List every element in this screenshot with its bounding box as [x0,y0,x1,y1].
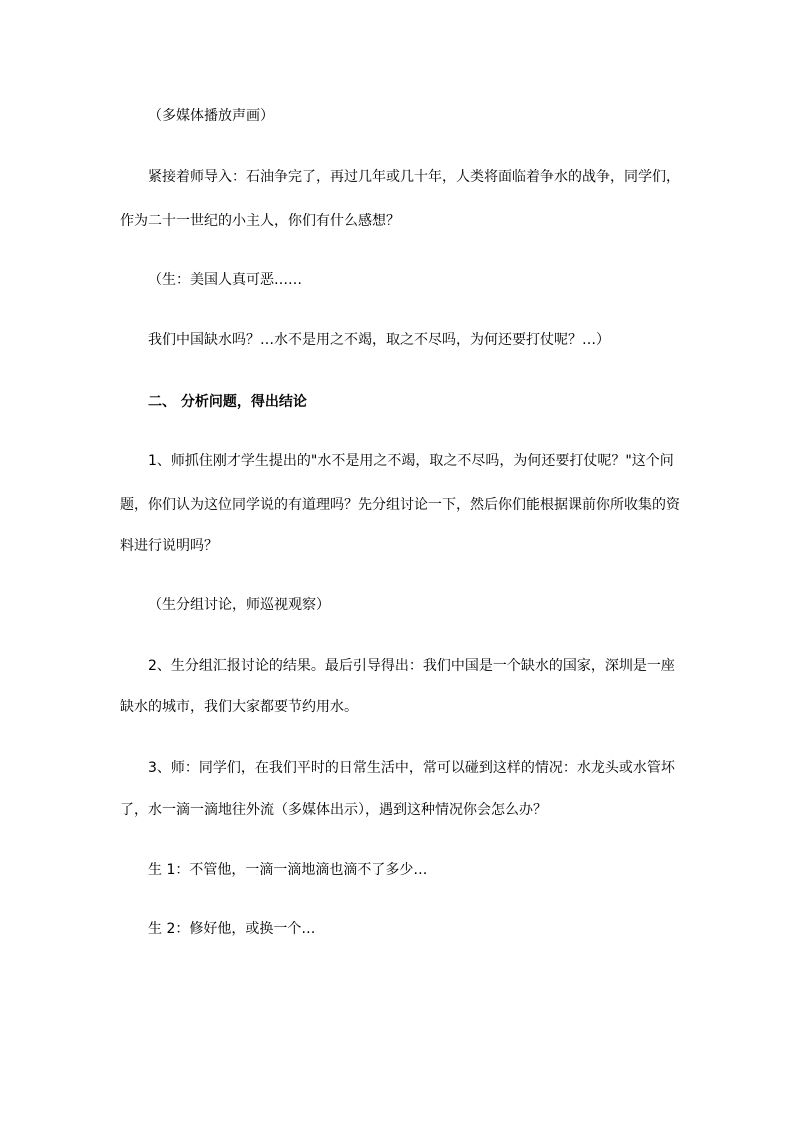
item-3-line-2: 了，水一滴一滴地往外流（多媒体出示），遇到这种情况你会怎么办？ [120,802,547,818]
item-2-line-1: 2、生分组汇报讨论的结果。最后引导得出：我们中国是一个缺水的国家，深圳是一座 [148,658,675,674]
item-3-line-1: 3、师：同学们，在我们平时的日常生活中，常可以碰到这样的情况：水龙头或水管坏 [148,760,675,776]
item-1-line-1: 1、师抓住刚才学生提出的"水不是用之不竭，取之不尽吗，为何还要打仗呢？"这个问 [148,453,674,469]
paragraph-teacher-intro-cont: 作为二十一世纪的小主人，你们有什么感想？ [120,213,400,229]
stage-direction-multimedia: （多媒体播放声画） [148,108,274,124]
student-question: 我们中国缺水吗？…水不是用之不竭，取之不尽吗，为何还要打仗呢？…） [148,332,610,348]
student-1-answer: 生 1：不管他，一滴一滴地滴也滴不了多少… [148,862,428,878]
section-heading: 二、 分析问题，得出结论 [148,394,307,410]
item-1-line-2: 题，你们认为这位同学说的有道理吗？先分组讨论一下，然后你们能根据课前你所收集的资 [120,497,680,513]
group-discussion-note: （生分组讨论，师巡视观察） [148,597,330,613]
item-2-line-2: 缺水的城市，我们大家都要节约用水。 [120,699,358,715]
student-2-answer: 生 2：修好他，或换一个… [148,921,316,937]
student-response: （生：美国人真可恶…… [148,272,302,288]
item-1-line-3: 料进行说明吗？ [120,538,218,554]
paragraph-teacher-intro: 紧接着师导入：石油争完了，再过几年或几十年，人类将面临着争水的战争，同学们， [148,169,680,185]
